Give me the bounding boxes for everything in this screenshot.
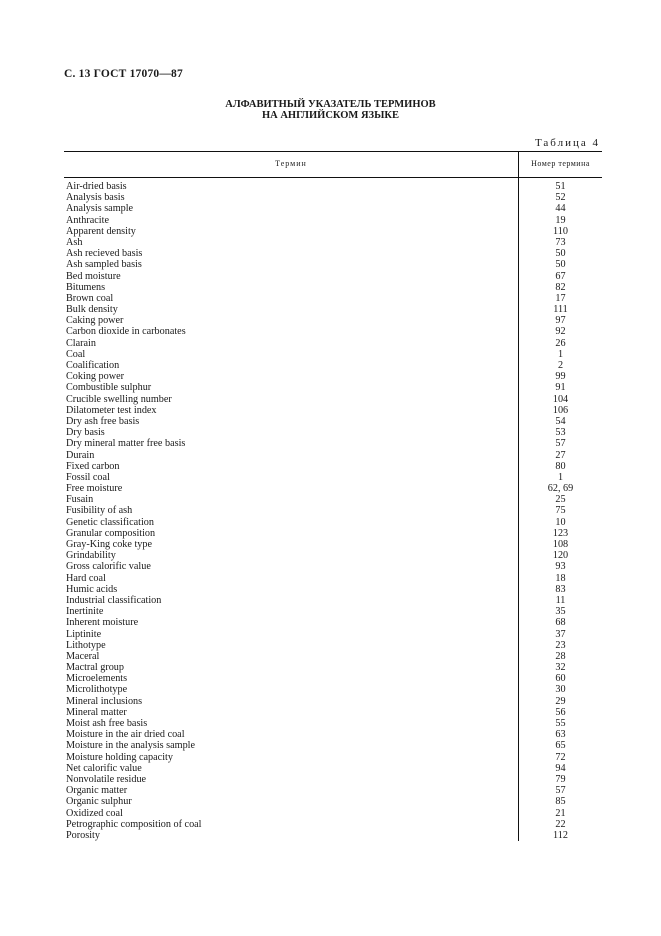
- term-cell: Coking power: [66, 371, 125, 383]
- term-number-cell: 22: [555, 818, 566, 830]
- term-cell: Organic matter: [66, 785, 128, 797]
- term-cell: Fusain: [66, 494, 94, 506]
- table-row: [66, 684, 602, 695]
- term-cell: Analysis sample: [66, 203, 134, 215]
- term-number-cell: 26: [555, 337, 566, 349]
- table-row: [66, 192, 602, 203]
- title-line-1: АЛФАВИТНЫЙ УКАЗАТЕЛЬ ТЕРМИНОВ: [225, 99, 436, 110]
- table-row: [66, 315, 602, 326]
- term-cell: Gray-King coke type: [66, 539, 152, 550]
- table-row: [66, 573, 602, 584]
- table-row: [66, 472, 602, 483]
- term-number-cell: 50: [555, 248, 566, 260]
- table-row: [66, 226, 602, 237]
- term-cell: Fusibility of ash: [66, 505, 133, 517]
- term-number-cell: 80: [555, 460, 566, 472]
- term-cell: Humic acids: [66, 583, 118, 595]
- table-row: [66, 271, 602, 282]
- term-number-cell: 32: [555, 662, 566, 674]
- term-number-cell: 2: [557, 360, 564, 371]
- term-number-cell: 93: [555, 561, 566, 573]
- term-cell: Air-dried basis: [66, 181, 127, 192]
- term-cell: Microlithotype: [66, 684, 128, 696]
- table-row: [66, 450, 602, 461]
- term-number-cell: 72: [555, 751, 566, 763]
- term-number-cell: 83: [555, 583, 566, 595]
- table-row: [66, 808, 602, 819]
- term-number-cell: 28: [555, 650, 566, 662]
- term-number-cell: 1: [557, 348, 564, 360]
- table-row: [66, 215, 602, 226]
- table-row: [66, 528, 602, 539]
- term-cell: Bulk density: [66, 304, 118, 316]
- term-number-cell: 11: [555, 594, 566, 606]
- table-row: [66, 629, 602, 640]
- term-cell: Fossil coal: [66, 471, 110, 483]
- term-cell: Mineral matter: [66, 706, 127, 718]
- table-row: [66, 304, 602, 315]
- table-row: [66, 740, 602, 751]
- term-cell: Ash sampled basis: [66, 259, 142, 271]
- term-cell: Dry basis: [66, 427, 105, 439]
- term-number-cell: 91: [555, 382, 566, 394]
- term-cell: Mineral inclusions: [66, 695, 143, 707]
- term-number-cell: 21: [555, 807, 566, 819]
- term-number-cell: 17: [555, 292, 566, 304]
- term-number-cell: 123: [552, 527, 569, 539]
- term-cell: Caking power: [66, 315, 124, 327]
- term-number-cell: 65: [555, 740, 566, 752]
- term-cell: Durain: [66, 449, 95, 461]
- table-row: [66, 394, 602, 405]
- term-cell: Moist ash free basis: [66, 718, 148, 729]
- term-cell: Bed moisture: [66, 270, 121, 282]
- table-row: [66, 438, 602, 449]
- table-row: [66, 796, 602, 807]
- term-number-cell: 99: [555, 371, 566, 383]
- term-number-cell: 23: [555, 639, 566, 651]
- term-cell: Hard coal: [66, 572, 106, 584]
- term-number-cell: 67: [555, 270, 566, 282]
- term-cell: Dilatometer test index: [66, 404, 157, 416]
- table-row: [66, 651, 602, 662]
- term-number-cell: 112: [553, 829, 568, 841]
- table-row: [66, 763, 602, 774]
- term-cell: Net calorific value: [66, 762, 142, 774]
- term-cell: Combustible sulphur: [66, 382, 152, 394]
- table-row: [66, 382, 602, 393]
- term-cell: Brown coal: [66, 292, 114, 304]
- table-top-rule: [64, 151, 602, 152]
- title-line-2: НА АНГЛИЙСКОМ ЯЗЫКЕ: [261, 110, 400, 121]
- term-cell: Moisture in the analysis sample: [66, 740, 196, 752]
- table-row: [66, 371, 602, 382]
- table-row: [66, 752, 602, 763]
- term-cell: Carbon dioxide in carbonates: [66, 326, 186, 338]
- term-number-cell: 63: [555, 729, 566, 741]
- term-cell: Microelements: [66, 673, 128, 685]
- term-number-cell: 29: [555, 695, 566, 707]
- term-cell: Crucible swelling number: [66, 393, 172, 405]
- term-number-cell: 57: [555, 438, 566, 450]
- term-number-cell: 82: [555, 281, 566, 293]
- term-number-cell: 62, 69: [547, 483, 574, 495]
- term-cell: Granular composition: [66, 527, 156, 539]
- term-cell: Porosity: [66, 829, 100, 841]
- term-number-cell: 52: [555, 192, 566, 204]
- term-cell: Anthracite: [66, 214, 109, 226]
- term-number-cell: 30: [555, 684, 566, 696]
- table-row: [66, 606, 602, 617]
- table-row: [66, 461, 602, 472]
- term-number-cell: 94: [555, 762, 566, 774]
- term-number-cell: 111: [553, 304, 568, 316]
- term-cell: Organic sulphur: [66, 796, 132, 808]
- term-number-cell: 60: [555, 673, 566, 685]
- term-number-cell: 1: [557, 471, 564, 483]
- term-cell: Liptinite: [66, 628, 102, 640]
- term-cell: Inertinite: [66, 606, 104, 618]
- term-cell: Bitumens: [66, 281, 106, 293]
- term-cell: Fixed carbon: [66, 460, 120, 472]
- document-title: [0, 99, 661, 121]
- term-cell: Moisture in the air dried coal: [66, 729, 185, 741]
- term-cell: Clarain: [66, 337, 96, 349]
- table-row: [66, 774, 602, 785]
- table-row: [66, 729, 602, 740]
- term-cell: Free moisture: [66, 483, 123, 495]
- term-cell: Lithotype: [66, 639, 106, 651]
- term-cell: Gross calorific value: [66, 561, 151, 573]
- table-row: [66, 326, 602, 337]
- term-number-cell: 75: [555, 505, 566, 517]
- term-cell: Inherent moisture: [66, 617, 139, 629]
- column-header-term: Термин: [275, 159, 307, 168]
- table-row: [66, 539, 602, 550]
- table-row: [66, 550, 602, 561]
- term-number-cell: 55: [555, 718, 566, 729]
- term-number-cell: 110: [553, 225, 568, 237]
- table-row: [66, 181, 602, 192]
- table-row: [66, 237, 602, 248]
- term-number-cell: 97: [555, 315, 566, 327]
- term-cell: Maceral: [66, 650, 100, 662]
- term-number-cell: 120: [552, 550, 569, 562]
- table-row: [66, 248, 602, 259]
- term-number-cell: 57: [555, 785, 566, 797]
- term-number-cell: 54: [555, 415, 566, 427]
- term-number-cell: 56: [555, 706, 566, 718]
- table-row: [66, 203, 602, 214]
- term-cell: Ash recieved basis: [66, 248, 143, 260]
- table-row: [66, 338, 602, 349]
- term-cell: Coalification: [66, 360, 120, 371]
- term-number-cell: 73: [555, 236, 566, 248]
- table-row: [66, 483, 602, 494]
- term-number-cell: 37: [555, 628, 566, 640]
- term-number-cell: 104: [552, 393, 569, 405]
- table-row: [66, 561, 602, 572]
- term-cell: Nonvolatile residue: [66, 773, 147, 785]
- term-number-cell: 79: [555, 773, 566, 785]
- table-row: [66, 819, 602, 830]
- table-row: [66, 640, 602, 651]
- table-row: [66, 673, 602, 684]
- term-table-body: [66, 181, 602, 841]
- table-header-rule: [64, 177, 602, 178]
- page-header: С. 13 ГОСТ 17070—87: [64, 68, 183, 80]
- term-cell: Dry ash free basis: [66, 415, 140, 427]
- term-cell: Coal: [66, 348, 86, 360]
- table-row: [66, 517, 602, 528]
- table-row: [66, 360, 602, 371]
- term-number-cell: 44: [555, 203, 566, 215]
- term-number-cell: 68: [555, 617, 566, 629]
- table-row: [66, 584, 602, 595]
- table-row: [66, 349, 602, 360]
- table-row: [66, 259, 602, 270]
- term-cell: Analysis basis: [66, 192, 125, 204]
- term-cell: Ash: [66, 236, 83, 248]
- table-row: [66, 416, 602, 427]
- term-number-cell: 85: [555, 796, 566, 808]
- term-number-cell: 27: [555, 449, 566, 461]
- table-row: [66, 595, 602, 606]
- term-number-cell: 53: [555, 427, 566, 439]
- table-row: [66, 494, 602, 505]
- term-number-cell: 10: [555, 516, 566, 528]
- term-cell: Dry mineral matter free basis: [66, 438, 186, 450]
- term-number-cell: 50: [555, 259, 566, 271]
- term-number-cell: 25: [555, 494, 566, 506]
- term-cell: Oxidized coal: [66, 807, 123, 819]
- table-row: [66, 505, 602, 516]
- table-row: [66, 662, 602, 673]
- table-row: [66, 293, 602, 304]
- term-number-cell: 19: [555, 214, 566, 226]
- term-cell: Apparent density: [66, 225, 136, 237]
- table-row: [66, 785, 602, 796]
- term-number-cell: 35: [555, 606, 566, 618]
- table-row: [66, 405, 602, 416]
- column-header-number: Номер термина: [531, 159, 590, 168]
- term-number-cell: 51: [555, 181, 566, 192]
- term-number-cell: 108: [552, 539, 569, 550]
- term-cell: Industrial classification: [66, 594, 162, 606]
- term-cell: Genetic classification: [66, 516, 154, 528]
- term-cell: Grindability: [66, 550, 116, 562]
- table-row: [66, 718, 602, 729]
- table-row: [66, 830, 602, 841]
- table-label: Таблица 4: [534, 137, 600, 149]
- table-row: [66, 617, 602, 628]
- table-row: [66, 427, 602, 438]
- term-cell: Petrographic composition of coal: [66, 818, 202, 830]
- term-number-cell: 106: [552, 404, 569, 416]
- table-row: [66, 282, 602, 293]
- term-number-cell: 18: [555, 572, 566, 584]
- term-number-cell: 92: [555, 326, 566, 338]
- table-row: [66, 696, 602, 707]
- term-cell: Mactral group: [66, 662, 124, 674]
- term-cell: Moisture holding capacity: [66, 751, 173, 763]
- table-row: [66, 707, 602, 718]
